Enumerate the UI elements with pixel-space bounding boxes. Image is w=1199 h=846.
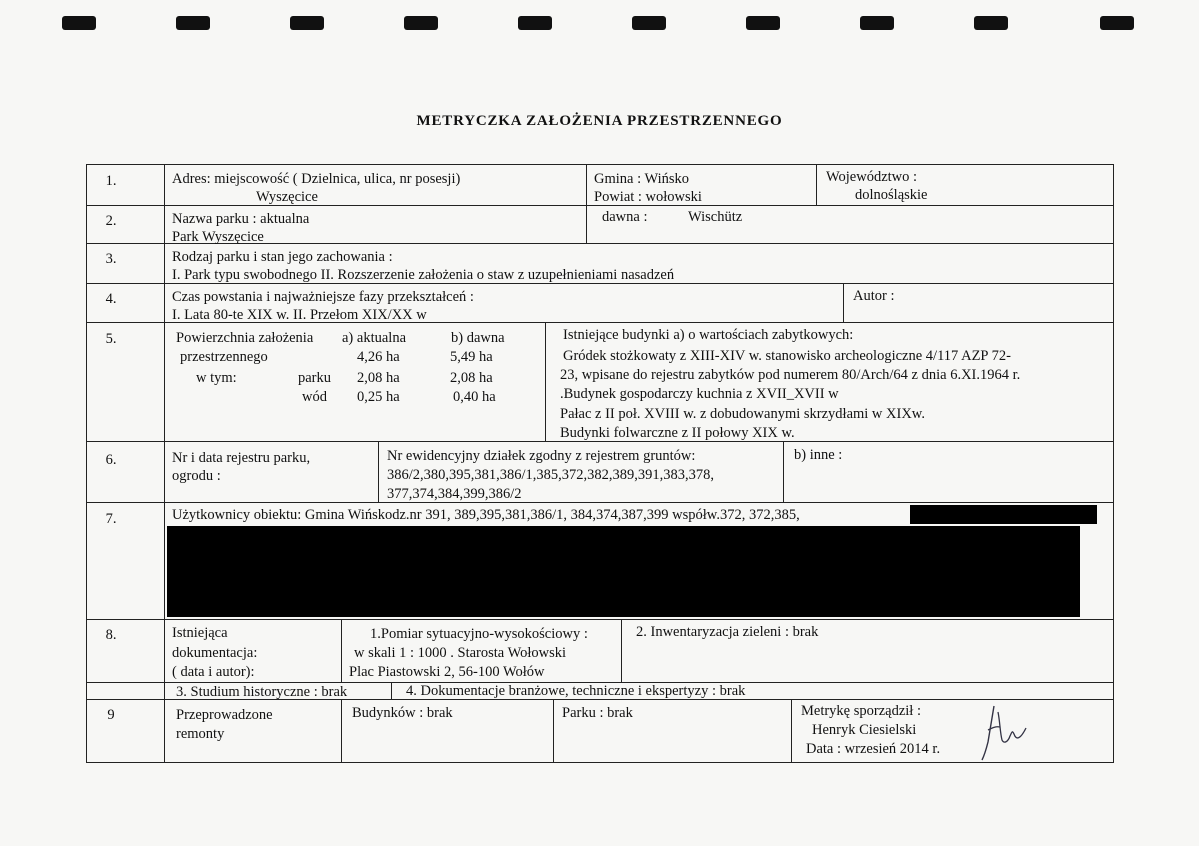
other-label: b) inne : [794, 447, 843, 463]
row-number: 7. [105, 511, 117, 527]
voivodeship-value: dolnośląskie [855, 187, 928, 203]
voivodeship-label: Województwo : [826, 169, 918, 185]
binder-hole [176, 16, 210, 30]
area-total-label: przestrzennego [180, 349, 268, 365]
area-park-label: parku [298, 370, 332, 386]
address-value: Wyszęcice [256, 189, 318, 205]
parcels-label: Nr ewidencyjny działek zgodny z rejestrem gruntów: [387, 448, 696, 464]
park-renovations: Parku : brak [562, 705, 633, 721]
binder-hole [290, 16, 324, 30]
registry-label-2: ogrodu : [172, 468, 221, 484]
building-line: .Budynek gospodarczy kuchnia z XVII_XVII w [560, 386, 839, 402]
prepared-date: Data : wrzesień 2014 r. [806, 741, 941, 757]
building-line: Pałac z II poł. XVIII w. z dobudowanymi skrzydłami w XIXw. [560, 406, 925, 422]
row-number: 2. [105, 213, 117, 229]
building-line: 23, wpisane do rejestru zabytków pod numerem 80/Arch/64 z dnia 6.XI.1964 r. [560, 367, 1021, 383]
phases-value: I. Lata 80-te XIX w. II. Przełom XIX/XX w [172, 307, 427, 323]
address-label: Adres: miejscowość ( Dzielnica, ulica, nr posesji) [172, 171, 461, 187]
park-name-value: Park Wyszęcice [172, 229, 264, 245]
buildings-renovations: Budynków : brak [352, 705, 453, 721]
row-number: 3. [105, 251, 117, 267]
area-water-current: 0,25 ha [357, 389, 400, 405]
buildings-label: Istniejące budynki a) o wartościach zabytkowych: [563, 327, 854, 343]
registry-label: Nr i data rejestru parku, [172, 450, 311, 466]
area-incl-label: w tym: [196, 370, 237, 386]
parcels-value-2: 377,374,384,399,386/2 [387, 486, 522, 502]
docs-label-2: dokumentacja: [172, 645, 258, 661]
park-type-label: Rodzaj parku i stan jego zachowania : [172, 249, 393, 265]
binder-hole [518, 16, 552, 30]
binder-hole [974, 16, 1008, 30]
binder-hole [860, 16, 894, 30]
author-label: Autor : [853, 288, 895, 304]
binder-hole [404, 16, 438, 30]
park-name-label: Nazwa parku : aktualna [172, 211, 310, 227]
area-water-label: wód [302, 389, 327, 405]
redaction-block [910, 505, 1097, 524]
building-line: Budynki folwarczne z II połowy XIX w. [560, 425, 795, 441]
gmina-field: Gmina : Wińsko [594, 171, 690, 187]
survey-scale: w skali 1 : 1000 . Starosta Wołowski [354, 645, 567, 661]
former-name-label: dawna : [602, 209, 648, 225]
survey-title: 1.Pomiar sytuacyjno-wysokościowy : [370, 626, 588, 642]
area-col-current: a) aktualna [342, 330, 407, 346]
row-number: 1. [105, 173, 117, 189]
technical-docs: 4. Dokumentacje branżowe, techniczne i ekspertyzy : brak [406, 683, 746, 699]
greenery-inventory: 2. Inwentaryzacja zieleni : brak [636, 624, 819, 640]
area-total-current: 4,26 ha [357, 349, 400, 365]
row-number: 9 [107, 707, 115, 723]
parcels-value: 386/2,380,395,381,386/1,385,372,382,389,391,383,378, [387, 467, 715, 483]
row-number: 8. [105, 627, 117, 643]
docs-label-3: ( data i autor): [172, 664, 255, 680]
binder-hole [1100, 16, 1134, 30]
renovations-label-2: remonty [176, 726, 225, 742]
former-name-value: Wischütz [688, 209, 743, 225]
binder-hole [746, 16, 780, 30]
row-number: 5. [105, 331, 117, 347]
area-water-former: 0,40 ha [453, 389, 496, 405]
area-total-former: 5,49 ha [450, 349, 493, 365]
building-line: Gródek stożkowaty z XIII-XIV w. stanowisko archeologiczne 4/117 AZP 72- [563, 348, 1011, 364]
historical-study: 3. Studium historyczne : brak [176, 684, 348, 700]
area-label: Powierzchnia założenia [176, 330, 314, 346]
binder-hole [62, 16, 96, 30]
renovations-label: Przeprowadzone [176, 707, 273, 723]
users-value: Użytkownicy obiektu: Gmina Wińskodz.nr 391, 389,395,381,386/1, 384,374,387,399 współw.372, 372,385, [172, 507, 800, 523]
prepared-by-name: Henryk Ciesielski [812, 722, 917, 738]
phases-label: Czas powstania i najważniejsze fazy przekształceń : [172, 289, 474, 305]
docs-label: Istniejąca [172, 625, 228, 641]
document-title: METRYCZKA ZAŁOŻENIA PRZESTRZENNEGO [416, 113, 783, 129]
survey-address: Plac Piastowski 2, 56-100 Wołów [349, 664, 545, 680]
row-number: 6. [105, 452, 117, 468]
redaction-block [167, 526, 1080, 617]
area-col-former: b) dawna [451, 330, 505, 346]
signature [972, 700, 1036, 764]
powiat-field: Powiat : wołowski [594, 189, 702, 205]
binder-hole [632, 16, 666, 30]
prepared-by-label: Metrykę sporządził : [801, 703, 921, 719]
row-number: 4. [105, 291, 117, 307]
area-park-current: 2,08 ha [357, 370, 400, 386]
park-type-value: I. Park typu swobodnego II. Rozszerzenie założenia o staw z uzupełnieniami nasadzeń [172, 267, 675, 283]
area-park-former: 2,08 ha [450, 370, 493, 386]
